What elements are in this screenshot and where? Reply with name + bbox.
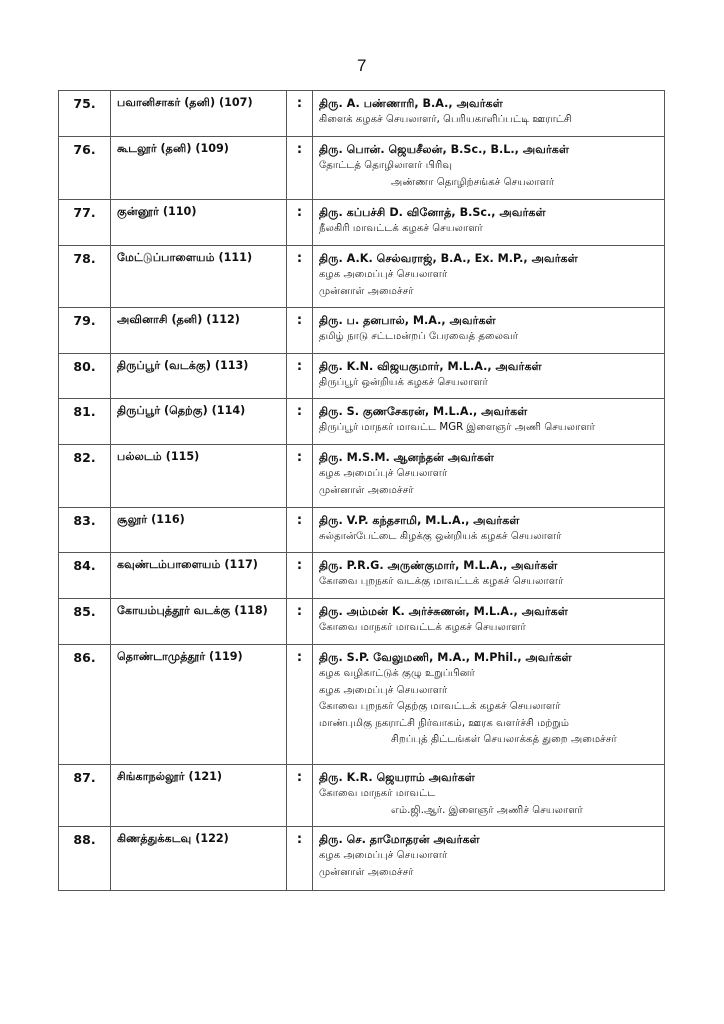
serial-number: 78. bbox=[59, 246, 111, 308]
separator-colon: : bbox=[287, 645, 313, 765]
designation-line: நீலகிரி மாவட்டக் கழகச் செயலாளர் bbox=[319, 223, 483, 234]
candidate-details bbox=[313, 137, 665, 200]
table-row bbox=[59, 445, 665, 508]
serial-number: 84. bbox=[59, 553, 111, 599]
constituency-name: குன்னூர் (110) bbox=[111, 200, 287, 246]
candidate-name: திரு. A.K. செல்வராஜ், B.A., Ex. M.P., அவர்கள் bbox=[319, 252, 578, 265]
table-row bbox=[59, 508, 665, 553]
candidate-details bbox=[313, 354, 665, 399]
designation-line: கழக வழிகாட்டுக் குழு உறுப்பினர் bbox=[319, 668, 475, 679]
constituency-name: தொண்டாமுத்தூர் (119) bbox=[111, 645, 287, 765]
serial-number: 81. bbox=[59, 399, 111, 445]
serial-number: 76. bbox=[59, 137, 111, 200]
table-row bbox=[59, 137, 665, 200]
table-row bbox=[59, 399, 665, 445]
constituency-name: பவானிசாகர் (தனி) (107) bbox=[111, 91, 287, 137]
designation-line: திருப்பூர் மாநகர் மாவட்ட MGR இளைஞர் அணி செயலாளர் bbox=[319, 422, 595, 433]
constituency-name: சூலூர் (116) bbox=[111, 508, 287, 553]
serial-number: 83. bbox=[59, 508, 111, 553]
table-row bbox=[59, 91, 665, 137]
designation-line: முன்னாள் அமைச்சர் bbox=[319, 484, 414, 496]
candidate-details bbox=[313, 553, 665, 599]
constituency-name: திருப்பூர் (தெற்கு) (114) bbox=[111, 399, 287, 445]
candidate-details bbox=[313, 827, 665, 891]
separator-colon: : bbox=[287, 765, 313, 827]
table-row bbox=[59, 354, 665, 399]
candidate-name: திரு. P.R.G. அருண்குமார், M.L.A., அவர்கள் bbox=[319, 559, 558, 572]
separator-colon: : bbox=[287, 354, 313, 399]
constituency-name: திருப்பூர் (வடக்கு) (113) bbox=[111, 354, 287, 399]
candidate-details bbox=[313, 91, 665, 137]
constituency-name: மேட்டுப்பாளையம் (111) bbox=[111, 246, 287, 308]
candidate-name: திரு. A. பண்ணாரி, B.A., அவர்கள் bbox=[319, 97, 503, 110]
serial-number: 87. bbox=[59, 765, 111, 827]
separator-colon: : bbox=[287, 308, 313, 354]
designation-line: எம்.ஜி.ஆர். இளைஞர் அணிச் செயலாளர் bbox=[391, 804, 583, 816]
candidate-name: திரு. ப. தனபால், M.A., அவர்கள் bbox=[319, 314, 496, 327]
serial-number: 75. bbox=[59, 91, 111, 137]
designation-line: கழக அமைப்புச் செயலாளர் bbox=[319, 468, 448, 479]
separator-colon: : bbox=[287, 445, 313, 508]
candidate-details bbox=[313, 599, 665, 645]
designation-line: சுல்தான்பேட்டை கிழக்கு ஒன்றியக் கழகச் செயலாளர் bbox=[319, 531, 562, 542]
candidate-details bbox=[313, 508, 665, 553]
separator-colon: : bbox=[287, 827, 313, 891]
constituency-name: கோயம்புத்தூர் வடக்கு (118) bbox=[111, 599, 287, 645]
constituency-name: கூடலூர் (தனி) (109) bbox=[111, 137, 287, 200]
serial-number: 85. bbox=[59, 599, 111, 645]
designation-line: கோவை புறநகர் தெற்கு மாவட்டக் கழகச் செயலாளர் bbox=[319, 701, 561, 712]
candidate-name: திரு. அம்மன் K. அர்ச்சுணன், M.L.A., அவர்கள் bbox=[319, 605, 568, 618]
designation-line: கிளைக் கழகச் செயலாளர், பெரியகாளிப்பட்டி ஊராட்சி bbox=[319, 114, 572, 125]
designation-line: கழக அமைப்புச் செயலாளர் bbox=[319, 684, 448, 696]
candidate-name: திரு. K.N. விஜயகுமார், M.L.A., அவர்கள் bbox=[319, 360, 542, 373]
designation-line: கோவை மாநகர் மாவட்டக் கழகச் செயலாளர் bbox=[319, 622, 526, 633]
designation-line: மாண்புமிகு நகராட்சி நிர்வாகம், ஊரக வளர்ச்சி மற்றும் bbox=[319, 717, 570, 729]
candidate-details bbox=[313, 399, 665, 445]
candidate-rows bbox=[59, 91, 665, 891]
separator-colon: : bbox=[287, 91, 313, 137]
separator-colon: : bbox=[287, 137, 313, 200]
separator-colon: : bbox=[287, 599, 313, 645]
serial-number: 88. bbox=[59, 827, 111, 891]
candidate-details bbox=[313, 308, 665, 354]
page-number: 7 bbox=[357, 56, 367, 75]
candidate-name: திரு. S. குணசேகரன், M.L.A., அவர்கள் bbox=[319, 405, 528, 418]
table-row bbox=[59, 308, 665, 354]
candidate-details bbox=[313, 200, 665, 246]
table-row bbox=[59, 246, 665, 308]
table-row bbox=[59, 827, 665, 891]
separator-colon: : bbox=[287, 553, 313, 599]
serial-number: 82. bbox=[59, 445, 111, 508]
candidate-name: திரு. V.P. கந்தசாமி, M.L.A., அவர்கள் bbox=[319, 514, 520, 527]
candidate-name: திரு. S.P. வேலுமணி, M.A., M.Phil., அவர்கள் bbox=[319, 651, 572, 664]
table-row bbox=[59, 599, 665, 645]
designation-line: கோவை மாநகர் மாவட்ட bbox=[319, 788, 436, 799]
designation-line: கோவை புறநகர் வடக்கு மாவட்டக் கழகச் செயலாளர் bbox=[319, 576, 564, 587]
candidate-name: திரு. கப்பச்சி D. வினோத், B.Sc., அவர்கள் bbox=[319, 206, 546, 219]
serial-number: 80. bbox=[59, 354, 111, 399]
constituency-name: கிணத்துக்கடவு (122) bbox=[111, 827, 287, 891]
table-row bbox=[59, 765, 665, 827]
separator-colon: : bbox=[287, 399, 313, 445]
serial-number: 77. bbox=[59, 200, 111, 246]
candidate-name: திரு. M.S.M. ஆனந்தன் அவர்கள் bbox=[319, 451, 495, 464]
constituency-name: சிங்காநல்லூர் (121) bbox=[111, 765, 287, 827]
candidate-details bbox=[313, 765, 665, 827]
constituency-name: அவினாசி (தனி) (112) bbox=[111, 308, 287, 354]
candidate-table bbox=[58, 90, 665, 891]
table-row bbox=[59, 200, 665, 246]
designation-line: கழக அமைப்புச் செயலாளர் bbox=[319, 850, 448, 861]
candidate-name: திரு. K.R. ஜெயராம் அவர்கள் bbox=[319, 771, 475, 784]
designation-line: முன்னாள் அமைச்சர் bbox=[319, 285, 414, 297]
separator-colon: : bbox=[287, 200, 313, 246]
candidate-details bbox=[313, 645, 665, 765]
designation-line: அண்ணா தொழிற்சங்கச் செயலாளர் bbox=[391, 176, 555, 188]
designation-line: தமிழ் நாடு சட்டமன்றப் பேரவைத் தலைவர் bbox=[319, 331, 519, 342]
constituency-name: கவுண்டம்பாளையம் (117) bbox=[111, 553, 287, 599]
serial-number: 79. bbox=[59, 308, 111, 354]
candidate-name: திரு. பொன். ஜெயசீலன், B.Sc., B.L., அவர்கள் bbox=[319, 143, 570, 156]
constituency-name: பல்லடம் (115) bbox=[111, 445, 287, 508]
candidate-name: திரு. செ. தாமோதரன் அவர்கள் bbox=[319, 833, 480, 846]
table-row bbox=[59, 553, 665, 599]
table-row bbox=[59, 645, 665, 765]
designation-line: திருப்பூர் ஒன்றியக் கழகச் செயலாளர் bbox=[319, 377, 488, 388]
separator-colon: : bbox=[287, 246, 313, 308]
designation-line: கழக அமைப்புச் செயலாளர் bbox=[319, 269, 448, 280]
separator-colon: : bbox=[287, 508, 313, 553]
designation-line: தோட்டத் தொழிலாளர் பிரிவு bbox=[319, 160, 453, 171]
candidate-details bbox=[313, 445, 665, 508]
designation-line: முன்னாள் அமைச்சர் bbox=[319, 866, 414, 878]
candidate-details bbox=[313, 246, 665, 308]
serial-number: 86. bbox=[59, 645, 111, 765]
designation-line: சிறப்புத் திட்டங்கள் செயலாக்கத் துறை அமைச்சர் bbox=[391, 734, 617, 745]
